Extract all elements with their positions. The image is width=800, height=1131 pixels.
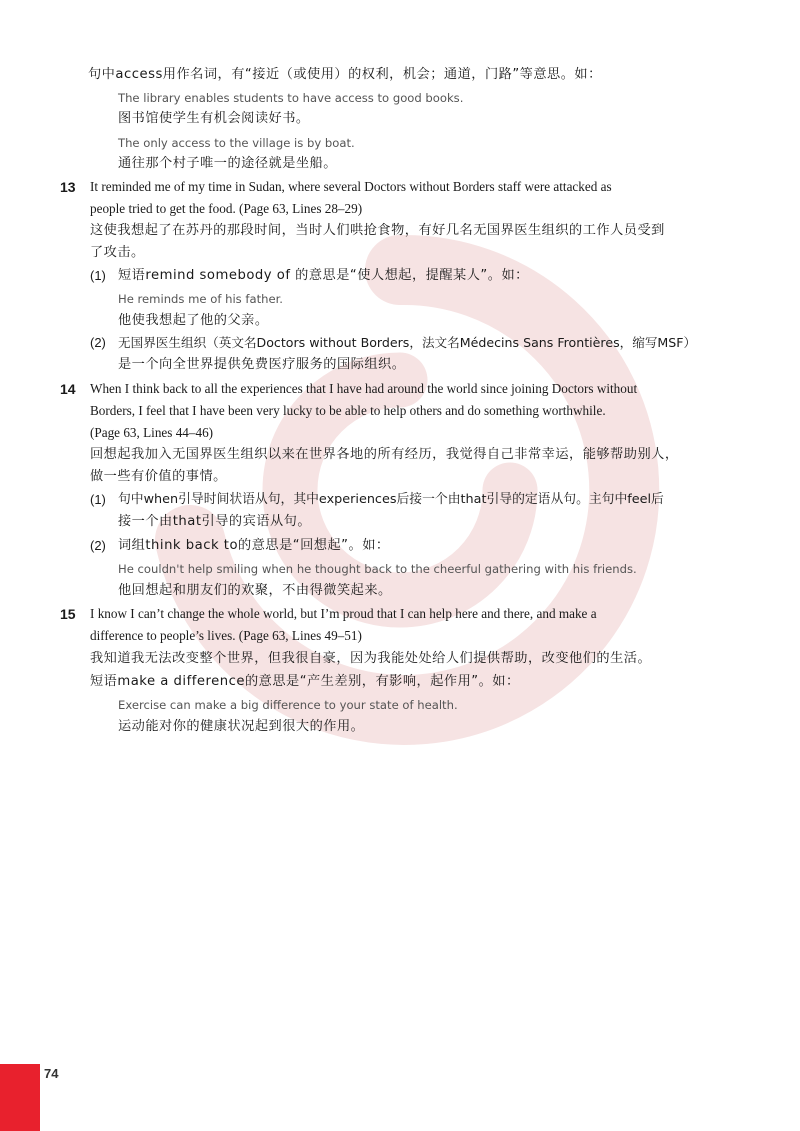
item15-example-cn: 运动能对你的健康状况起到很大的作用。 (118, 719, 365, 734)
item14-translation-line-1: 回想起我加入无国界医生组织以来在世界各地的所有经历，我觉得自己非常幸运，能够帮助别人， (90, 447, 679, 462)
item15-english-line-1: I know I can’t change the whole world, but I’m proud that I can help here and there, and make a (90, 606, 597, 621)
item13-translation-line-2: 了攻击。 (90, 245, 145, 260)
item13-translation-line-1: 这使我想起了在苏丹的那段时间，当时人们哄抢食物，有好几名无国界医生组织的工作人员受到 (90, 223, 665, 238)
item14-note-2-example-cn: 他回想起和朋友们的欢聚，不由得微笑起来。 (118, 583, 392, 598)
intro-explanation: 句中access用作名词，有“接近（或使用）的权利，机会；通道，门路”等意思。如： (88, 67, 602, 82)
item14-english-line-3: (Page 63, Lines 44–46) (90, 425, 214, 440)
item14-english-line-2: Borders, I feel that I have been very lucky to be able to help others and do something worthwhile. (90, 403, 606, 418)
item14-english-line-1: When I think back to all the experiences that I have had around the world since joining Doctors without (90, 381, 638, 396)
item-number-14: 14 (60, 381, 76, 397)
item15-example-en: Exercise can make a big difference to your state of health. (118, 698, 458, 712)
item15-translation: 我知道我无法改变整个世界，但我很自豪，因为我能处处给人们提供帮助，改变他们的生活。 (90, 651, 652, 666)
item13-note-1-example-cn: 他使我想起了他的父亲。 (118, 313, 269, 328)
item13-note-2-label: (2) (90, 335, 106, 350)
intro-example-en-1: The library enables students to have access to good books. (118, 91, 464, 105)
item14-note-1-line-2: 接一个由that引导的宾语从句。 (118, 514, 312, 529)
item13-note-2-line-2: 是一个向全世界提供免费医疗服务的国际组织。 (118, 357, 406, 372)
item14-note-2: 词组think back to的意思是“回想起”。如： (118, 538, 390, 553)
intro-example-cn-2: 通往那个村子唯一的途径就是坐船。 (118, 156, 337, 171)
item14-note-1-label: (1) (90, 492, 106, 507)
item13-english-line-2: people tried to get the food. (Page 63, Lines 28–29) (90, 201, 363, 216)
intro-example-en-2: The only access to the village is by boat. (118, 136, 355, 150)
item15-note: 短语make a difference的意思是“产生差别，有影响，起作用”。如： (90, 674, 520, 689)
item15-english-line-2: difference to people’s lives. (Page 63, Lines 49–51) (90, 628, 362, 643)
item14-note-1-line-1: 句中when引导时间状语从句，其中experiences后接一个由that引导的定语从句。主句中feel后 (118, 492, 664, 507)
item13-note-1-label: (1) (90, 268, 106, 283)
item-number-13: 13 (60, 179, 76, 195)
intro-example-cn-1: 图书馆使学生有机会阅读好书。 (118, 111, 310, 126)
item-number-15: 15 (60, 606, 76, 622)
item14-note-2-label: (2) (90, 538, 106, 553)
item13-note-1: 短语remind somebody of 的意思是“使人想起，提醒某人”。如： (118, 268, 529, 283)
page-number: 74 (44, 1066, 59, 1081)
page-corner-tab (0, 1064, 40, 1131)
item14-note-2-example-en: He couldn't help smiling when he thought back to the cheerful gathering with his friends. (118, 562, 637, 576)
item14-translation-line-2: 做一些有价值的事情。 (90, 469, 227, 484)
item13-english-line-1: It reminded me of my time in Sudan, where several Doctors without Borders staff were attacked as (90, 179, 612, 194)
item13-note-1-example-en: He reminds me of his father. (118, 292, 283, 306)
item13-note-2-line-1: 无国界医生组织（英文名Doctors without Borders，法文名Médecins Sans Frontières，缩写MSF） (118, 335, 697, 350)
